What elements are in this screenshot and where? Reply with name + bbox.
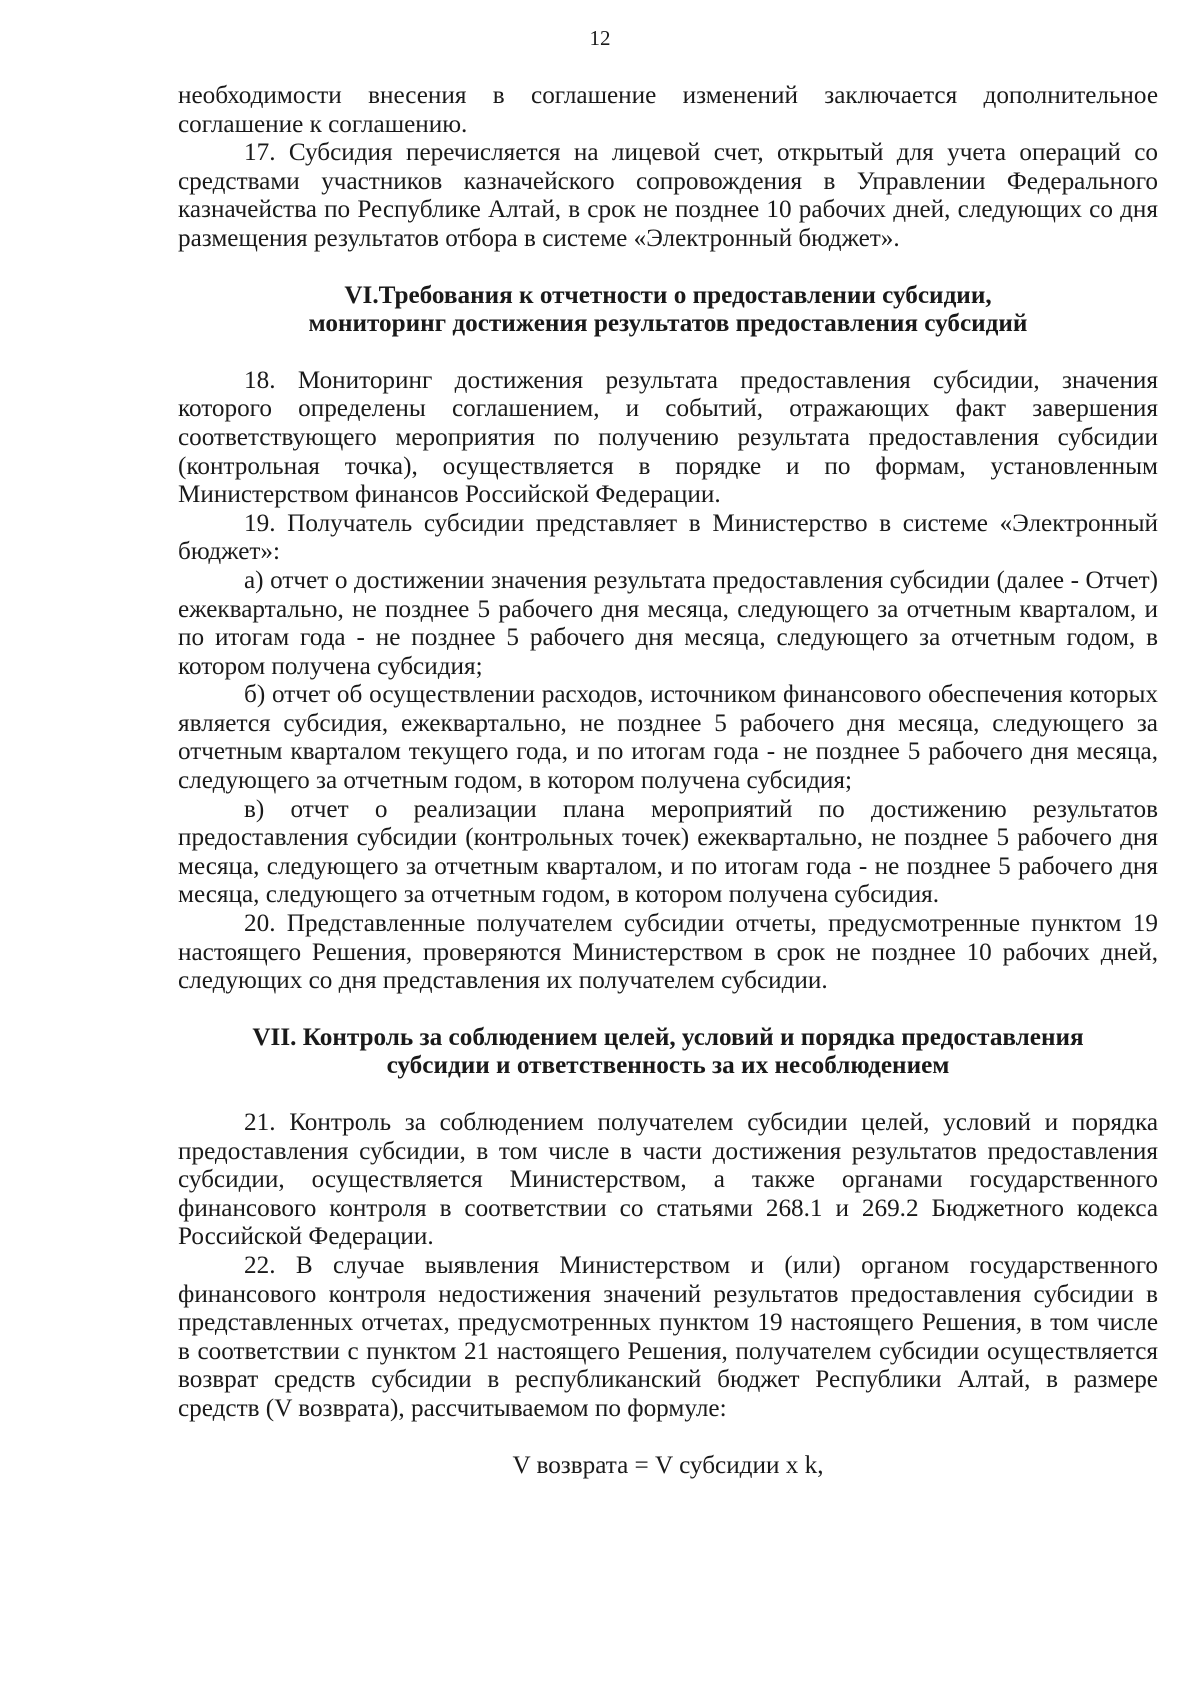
paragraph-20: 20. Представленные получателем субсидии отчеты, предусмотренные пунктом 19 настоящего Решения, проверяются Министерством в срок не позднее 10 рабочих дней, следующих со дня представления их получателем субсидии. xyxy=(178,910,1158,995)
paragraph-continuation: необходимости внесения в соглашение изменений заключается дополнительное соглашение к соглашению. xyxy=(178,82,1158,138)
section-6-heading xyxy=(178,282,1158,339)
paragraph-19v: в) отчет о реализации плана мероприятий по достижению результатов предоставления субсидии (контрольных точек) ежеквартально, не позднее 5 рабочего дня месяца, следующего за отчетным кварталом, и по итогам года - не позднее 5 рабочего дня месяца, следующего за отчетным годом, в котором получена субсидия. xyxy=(178,795,1158,909)
paragraph-19b: б) отчет об осуществлении расходов, источником финансового обеспечения которых является субсидия, ежеквартально, не позднее 5 рабочего дня месяца, следующего за отчетным кварталом текущего года, и по итогам года - не позднее 5 рабочего дня месяца, следующего за отчетным годом, в котором получена субсидия; xyxy=(178,681,1158,795)
paragraph-22: 22. В случае выявления Министерством и (или) органом государственного финансового контроля недостижения значений результатов предоставления субсидии в представленных отчетах, предусмотренных пунктом 19 настоящего Решения, в том числе в соответствии с пунктом 21 настоящего Решения, получателем субсидии осуществляется возврат средств субсидии в республиканский бюджет Республики Алтай, в размере средств (V возврата), рассчитываемом по формуле: xyxy=(178,1251,1158,1422)
paragraph-21: 21. Контроль за соблюдением получателем субсидии целей, условий и порядка предоставления субсидии, в том числе в части достижения результатов предоставления субсидии, осуществляется Министерством, а также органами государственного финансового контроля в соответствии со статьями 268.1 и 269.2 Бюджетного кодекса Российской Федерации. xyxy=(178,1109,1158,1251)
page-number: 12 xyxy=(589,26,611,50)
formula: V возврата = V субсидии x k, xyxy=(512,1451,824,1479)
section-6-title-line-1: VI.Требования к отчетности о предоставлении субсидии, xyxy=(344,281,992,309)
paragraph-18: 18. Мониторинг достижения результата предоставления субсидии, значения которого определены соглашением, и событий, отражающих факт завершения соответствующего мероприятия по получению результата предоставления субсидии (контрольная точка), осуществляется в порядке и по формам, установленным Министерством финансов Российской Федерации. xyxy=(178,366,1158,509)
section-6-title-line-2: мониторинг достижения результатов предоставления субсидий xyxy=(308,310,1028,338)
paragraph-19: 19. Получатель субсидии представляет в Министерство в системе «Электронный бюджет»: xyxy=(178,509,1158,566)
section-7-title-line-2: субсидии и ответственность за их несоблюдением xyxy=(386,1052,950,1080)
section-7-heading xyxy=(178,1024,1158,1081)
paragraph-19a: а) отчет о достижении значения результата предоставления субсидии (далее - Отчет) ежеквартально, не позднее 5 рабочего дня месяца, следующего за отчетным кварталом, и по итогам года - не позднее 5 рабочего дня месяца, следующего за отчетным годом, в котором получена субсидия; xyxy=(178,566,1158,680)
paragraph-17: 17. Субсидия перечисляется на лицевой счет, открытый для учета операций со средствами участников казначейского сопровождения в Управлении Федерального казначейства по Республике Алтай, в срок не позднее 10 рабочих дней, следующих со дня размещения результатов отбора в системе «Электронный бюджет». xyxy=(178,139,1158,252)
document-body xyxy=(178,82,1158,1480)
section-7-title-line-1: VII. Контроль за соблюдением целей, условий и порядка предоставления xyxy=(252,1023,1084,1051)
